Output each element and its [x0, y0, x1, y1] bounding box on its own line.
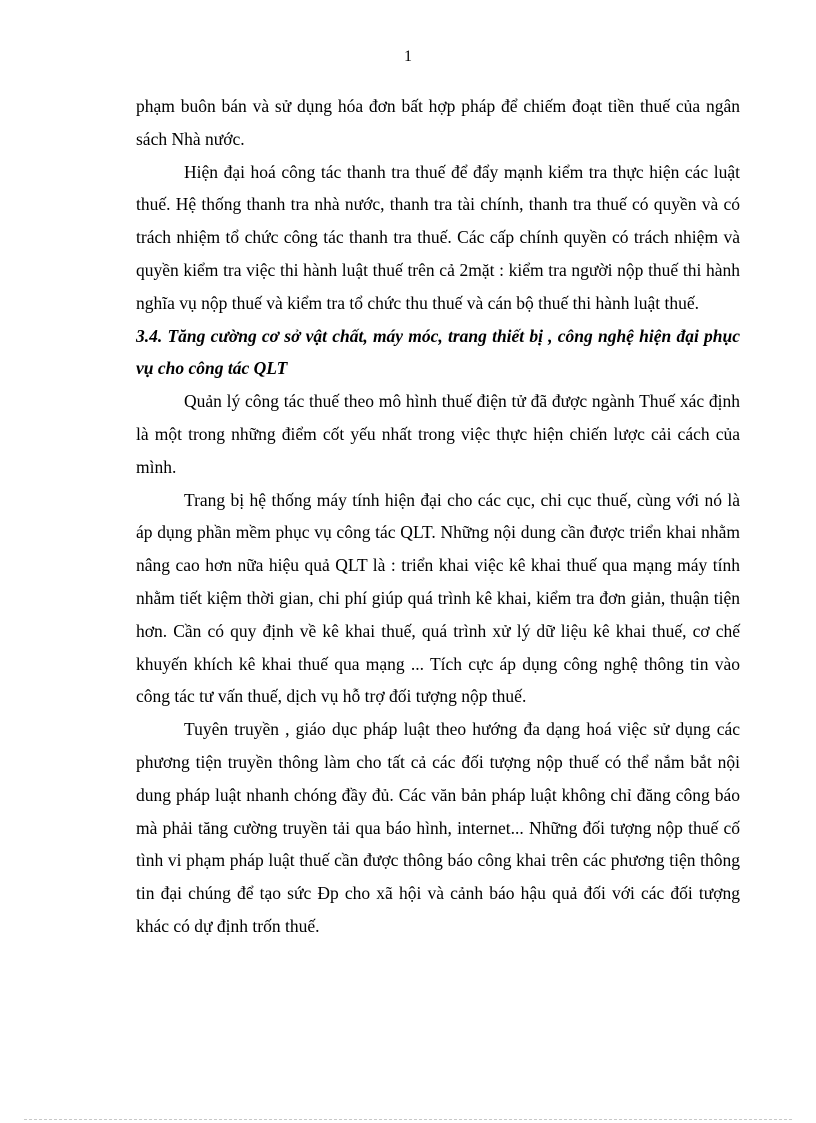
section-heading: 3.4. Tăng cường cơ sở vật chất, máy móc, trang thiết bị , công nghệ hiện đại phục vụ cho công tác QLT — [136, 325, 740, 379]
paragraph-propaganda: Tuyên truyền , giáo dục pháp luật theo hướng đa dạng hoá việc sử dụng các phương tiện truyền thông làm cho tất cả các đối tượng nộp thuế có thể nắm bắt nội dung pháp luật nhanh chóng đầy đủ. Các văn bản pháp luật không chỉ đăng công báo mà phải tăng cường truyền tải qua báo hình, internet... Những đối tượng nộp thuế cố tình vi phạm pháp luật thuế cần được thông báo công khai trên các phương tiện thông tin đại chúng để tạo sức Đp cho xã hội và cảnh báo hậu quả đối với các đối tượng khác có dự định trốn thuế. — [136, 719, 740, 936]
paragraph-continuation: phạm buôn bán và sử dụng hóa đơn bất hợp pháp để chiếm đoạt tiền thuế của ngân sách Nhà nước. — [136, 96, 740, 149]
paragraph-inspection: Hiện đại hoá công tác thanh tra thuế để đẩy mạnh kiểm tra thực hiện các luật thuế. Hệ thống thanh tra nhà nước, thanh tra tài chính, thanh tra thuế có quyền và có trách nhiệm tổ chức công tác thanh tra thuế. Các cấp chính quyền có trách nhiệm và quyền kiểm tra việc thi hành luật thuế trên cả 2mặt : kiểm tra người nộp thuế thi hành nghĩa vụ nộp thuế và kiểm tra tổ chức thu thuế và cán bộ thuế thi hành luật thuế. — [136, 161, 740, 313]
page-bottom-divider — [24, 1119, 792, 1120]
page-number: 1 — [404, 48, 412, 65]
paragraph-e-tax: Quản lý công tác thuế theo mô hình thuế điện tử đã được ngành Thuế xác định là một trong những điểm cốt yếu nhất trong việc thực hiện chiến lược cải cách của mình. — [136, 391, 740, 477]
paragraph-equipment: Trang bị hệ thống máy tính hiện đại cho các cục, chi cục thuế, cùng với nó là áp dụng phần mềm phục vụ công tác QLT. Những nội dung cần được triển khai nhằm nâng cao hơn nữa hiệu quả QLT là : triển khai việc kê khai thuế qua mạng máy tính nhằm tiết kiệm thời gian, chi phí giúp quá trình kê khai, kiểm tra đơn giản, thuận tiện hơn. Cần có quy định về kê khai thuế, quá trình xử lý dữ liệu kê khai thuế, cơ chế khuyến khích kê khai thuế qua mạng ... Tích cực áp dụng công nghệ thông tin vào công tác tư vấn thuế, dịch vụ hỗ trợ đối tượng nộp thuế. — [136, 489, 740, 707]
document-body — [136, 90, 740, 943]
